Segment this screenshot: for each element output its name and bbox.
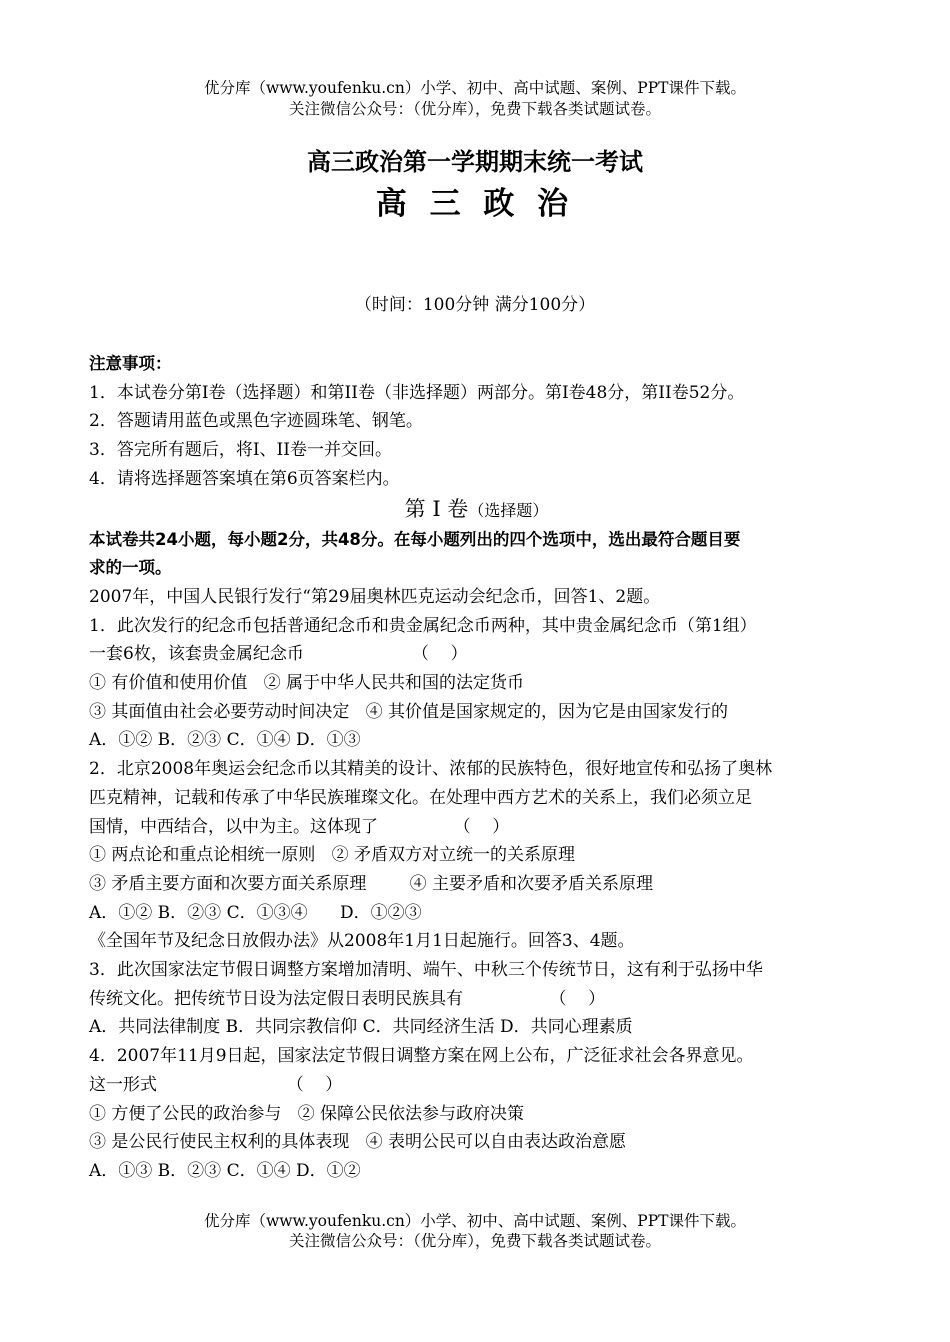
exam-title: 高三政治第一学期期末统一考试: [307, 147, 643, 176]
time-info: （时间：100分钟 满分100分）: [354, 295, 596, 315]
answer-choices: A．共同法律制度 B．共同宗教信仰 C．共同经济生活 D．共同心理素质: [89, 1017, 633, 1038]
question-intro: 《全国年节及纪念日放假办法》从2008年1月1日起施行。回答3、4题。: [89, 931, 635, 952]
question-text: 国情，中西结合，以中为主。这体现了 （ ）: [89, 816, 510, 837]
answer-choices: A．①③ B．②③ C．①④ D．①②: [89, 1160, 361, 1181]
question-text: 传统文化。把传统节日设为法定假日表明民族具有 （ ）: [89, 988, 606, 1009]
note-item: 1．本试卷分第I卷（选择题）和第II卷（非选择题）两部分。第I卷48分，第II卷52分。: [89, 382, 745, 403]
question-text: 3．此次国家法定节假日调整方案增加清明、端午、中秋三个传统节日，这有利于弘扬中华: [89, 960, 763, 981]
notes-heading: 注意事项：: [89, 354, 172, 373]
question-text: 2．北京2008年奥运会纪念币以其精美的设计、浓郁的民族特色，很好地宣传和弘扬了奥林: [89, 759, 773, 780]
section-heading: [89, 494, 864, 526]
section-instructions: 求的一项。: [89, 558, 172, 578]
header-line-1: 优分库（www.youfenku.cn）小学、初中、高中试题、案例、PPT课件下载。: [203, 79, 747, 97]
footer-line-2: 关注微信公众号：（优分库），免费下载各类试题试卷。: [288, 1232, 661, 1250]
header-line-2: 关注微信公众号：（优分库），免费下载各类试题试卷。: [288, 100, 661, 118]
footer-line-1: 优分库（www.youfenku.cn）小学、初中、高中试题、案例、PPT课件下载。: [203, 1212, 747, 1230]
exam-subtitle: 高 三 政 治: [375, 186, 575, 222]
section-instructions: 本试卷共24小题，每小题2分，共48分。在每小题列出的四个选项中，选出最符合题目要: [89, 529, 741, 549]
exam-content: [89, 350, 864, 1186]
question-option: ③ 矛盾主要方面和次要方面关系原理 ④ 主要矛盾和次要矛盾关系原理: [89, 873, 654, 894]
note-item: 4．请将选择题答案填在第6页答案栏内。: [89, 468, 400, 489]
section-subtitle: （选择题）: [468, 500, 549, 520]
question-text: 4．2007年11月9日起，国家法定节假日调整方案在网上公布，广泛征求社会各界意见。: [89, 1046, 754, 1067]
question-option: ③ 其面值由社会必要劳动时间决定 ④ 其价值是国家规定的，因为它是由国家发行的: [89, 701, 729, 722]
question-option: ③ 是公民行使民主权利的具体表现 ④ 表明公民可以自由表达政治意愿: [89, 1132, 627, 1153]
question-option: ① 两点论和重点论相统一原则 ② 矛盾双方对立统一的关系原理: [89, 845, 576, 866]
answer-choices: A．①② B．②③ C．①④ D．①③: [89, 730, 361, 751]
note-item: 2．答题请用蓝色或黑色字迹圆珠笔、钢笔。: [89, 411, 423, 432]
question-text: 一套6枚，该套贵金属纪念币 （ ）: [89, 644, 468, 665]
section-title: 第 I 卷: [404, 496, 469, 521]
question-text: 1．此次发行的纪念币包括普通纪念币和贵金属纪念币两种，其中贵金属纪念币（第1组）: [89, 615, 757, 636]
question-text: 这一形式 （ ）: [89, 1074, 343, 1095]
question-option: ① 有价值和使用价值 ② 属于中华人民共和国的法定货币: [89, 673, 525, 694]
question-text: 匹克精神，记载和传承了中华民族璀璨文化。在处理中西方艺术的关系上，我们必须立足: [89, 787, 752, 808]
note-item: 3．答完所有题后，将I、II卷一并交回。: [89, 440, 392, 461]
question-option: ① 方便了公民的政治参与 ② 保障公民依法参与政府决策: [89, 1103, 525, 1124]
answer-choices: A．①② B．②③ C．①③④ D．①②③: [89, 902, 422, 923]
question-intro: 2007年，中国人民银行发行“第29届奥林匹克运动会纪念币，回答1、2题。: [89, 586, 661, 607]
